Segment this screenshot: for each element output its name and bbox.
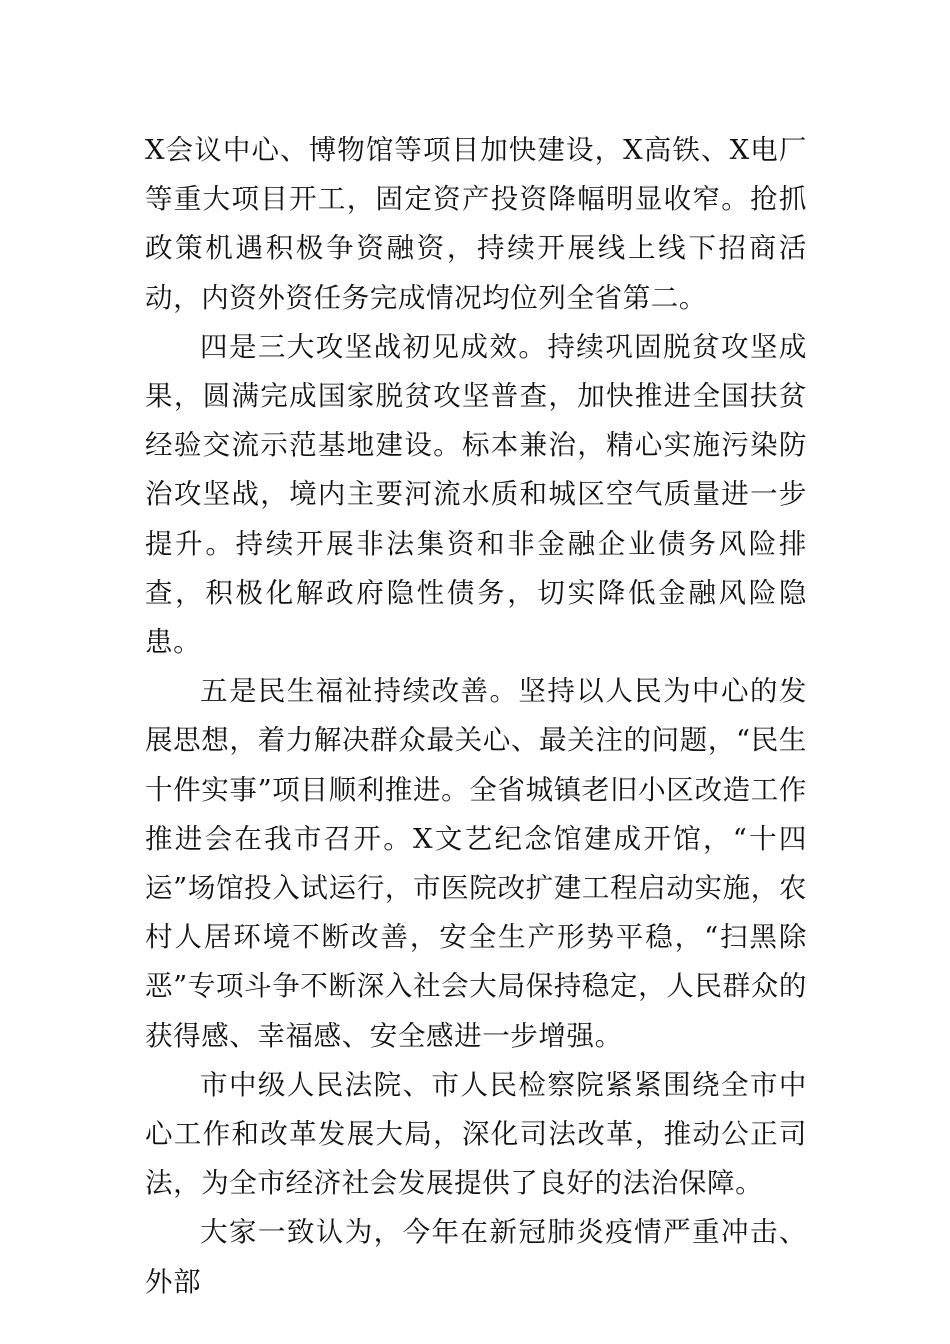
paragraph-4: 市中级人民法院、市人民检察院紧紧围绕全市中心工作和改革发展大局，深化司法改革，推动公正司法，为全市经济社会发展提供了良好的法治保障。 bbox=[145, 1068, 807, 1200]
paragraph-1: X会议中心、博物馆等项目加快建设，X高铁、X电厂等重大项目开工，固定资产投资降幅明显收窄。抢抓政策机遇积极争资融资，持续开展线上线下招商活动，内资外资任务完成情况均位列全省第二。 bbox=[145, 134, 807, 314]
paragraph-5: 大家一致认为，今年在新冠肺炎疫情严重冲击、外部 bbox=[145, 1216, 807, 1298]
paragraph-2: 四是三大攻坚战初见成效。持续巩固脱贫攻坚成果，圆满完成国家脱贫攻坚普查，加快推进全国扶贫经验交流示范基地建设。标本兼治，精心实施污染防治攻坚战，境内主要河流水质和城区空气质量进一步提升。持续开展非法集资和非金融企业债务风险排查，积极化解政府隐性债务，切实降低金融风险隐患。 bbox=[145, 330, 807, 659]
document-body bbox=[145, 126, 807, 1307]
paragraph-3: 五是民生福祉持续改善。坚持以人民为中心的发展思想，着力解决群众最关心、最关注的问题，“民生十件实事”项目顺利推进。全省城镇老旧小区改造工作推进会在我市召开。X文艺纪念馆建成开馆，“十四运”场馆投入试运行，市医院改扩建工程启动实施，农村人居环境不断改善，安全生产形势平稳，“扫黑除恶”专项斗争不断深入社会大局保持稳定，人民群众的获得感、幸福感、安全感进一步增强。 bbox=[145, 675, 807, 1052]
